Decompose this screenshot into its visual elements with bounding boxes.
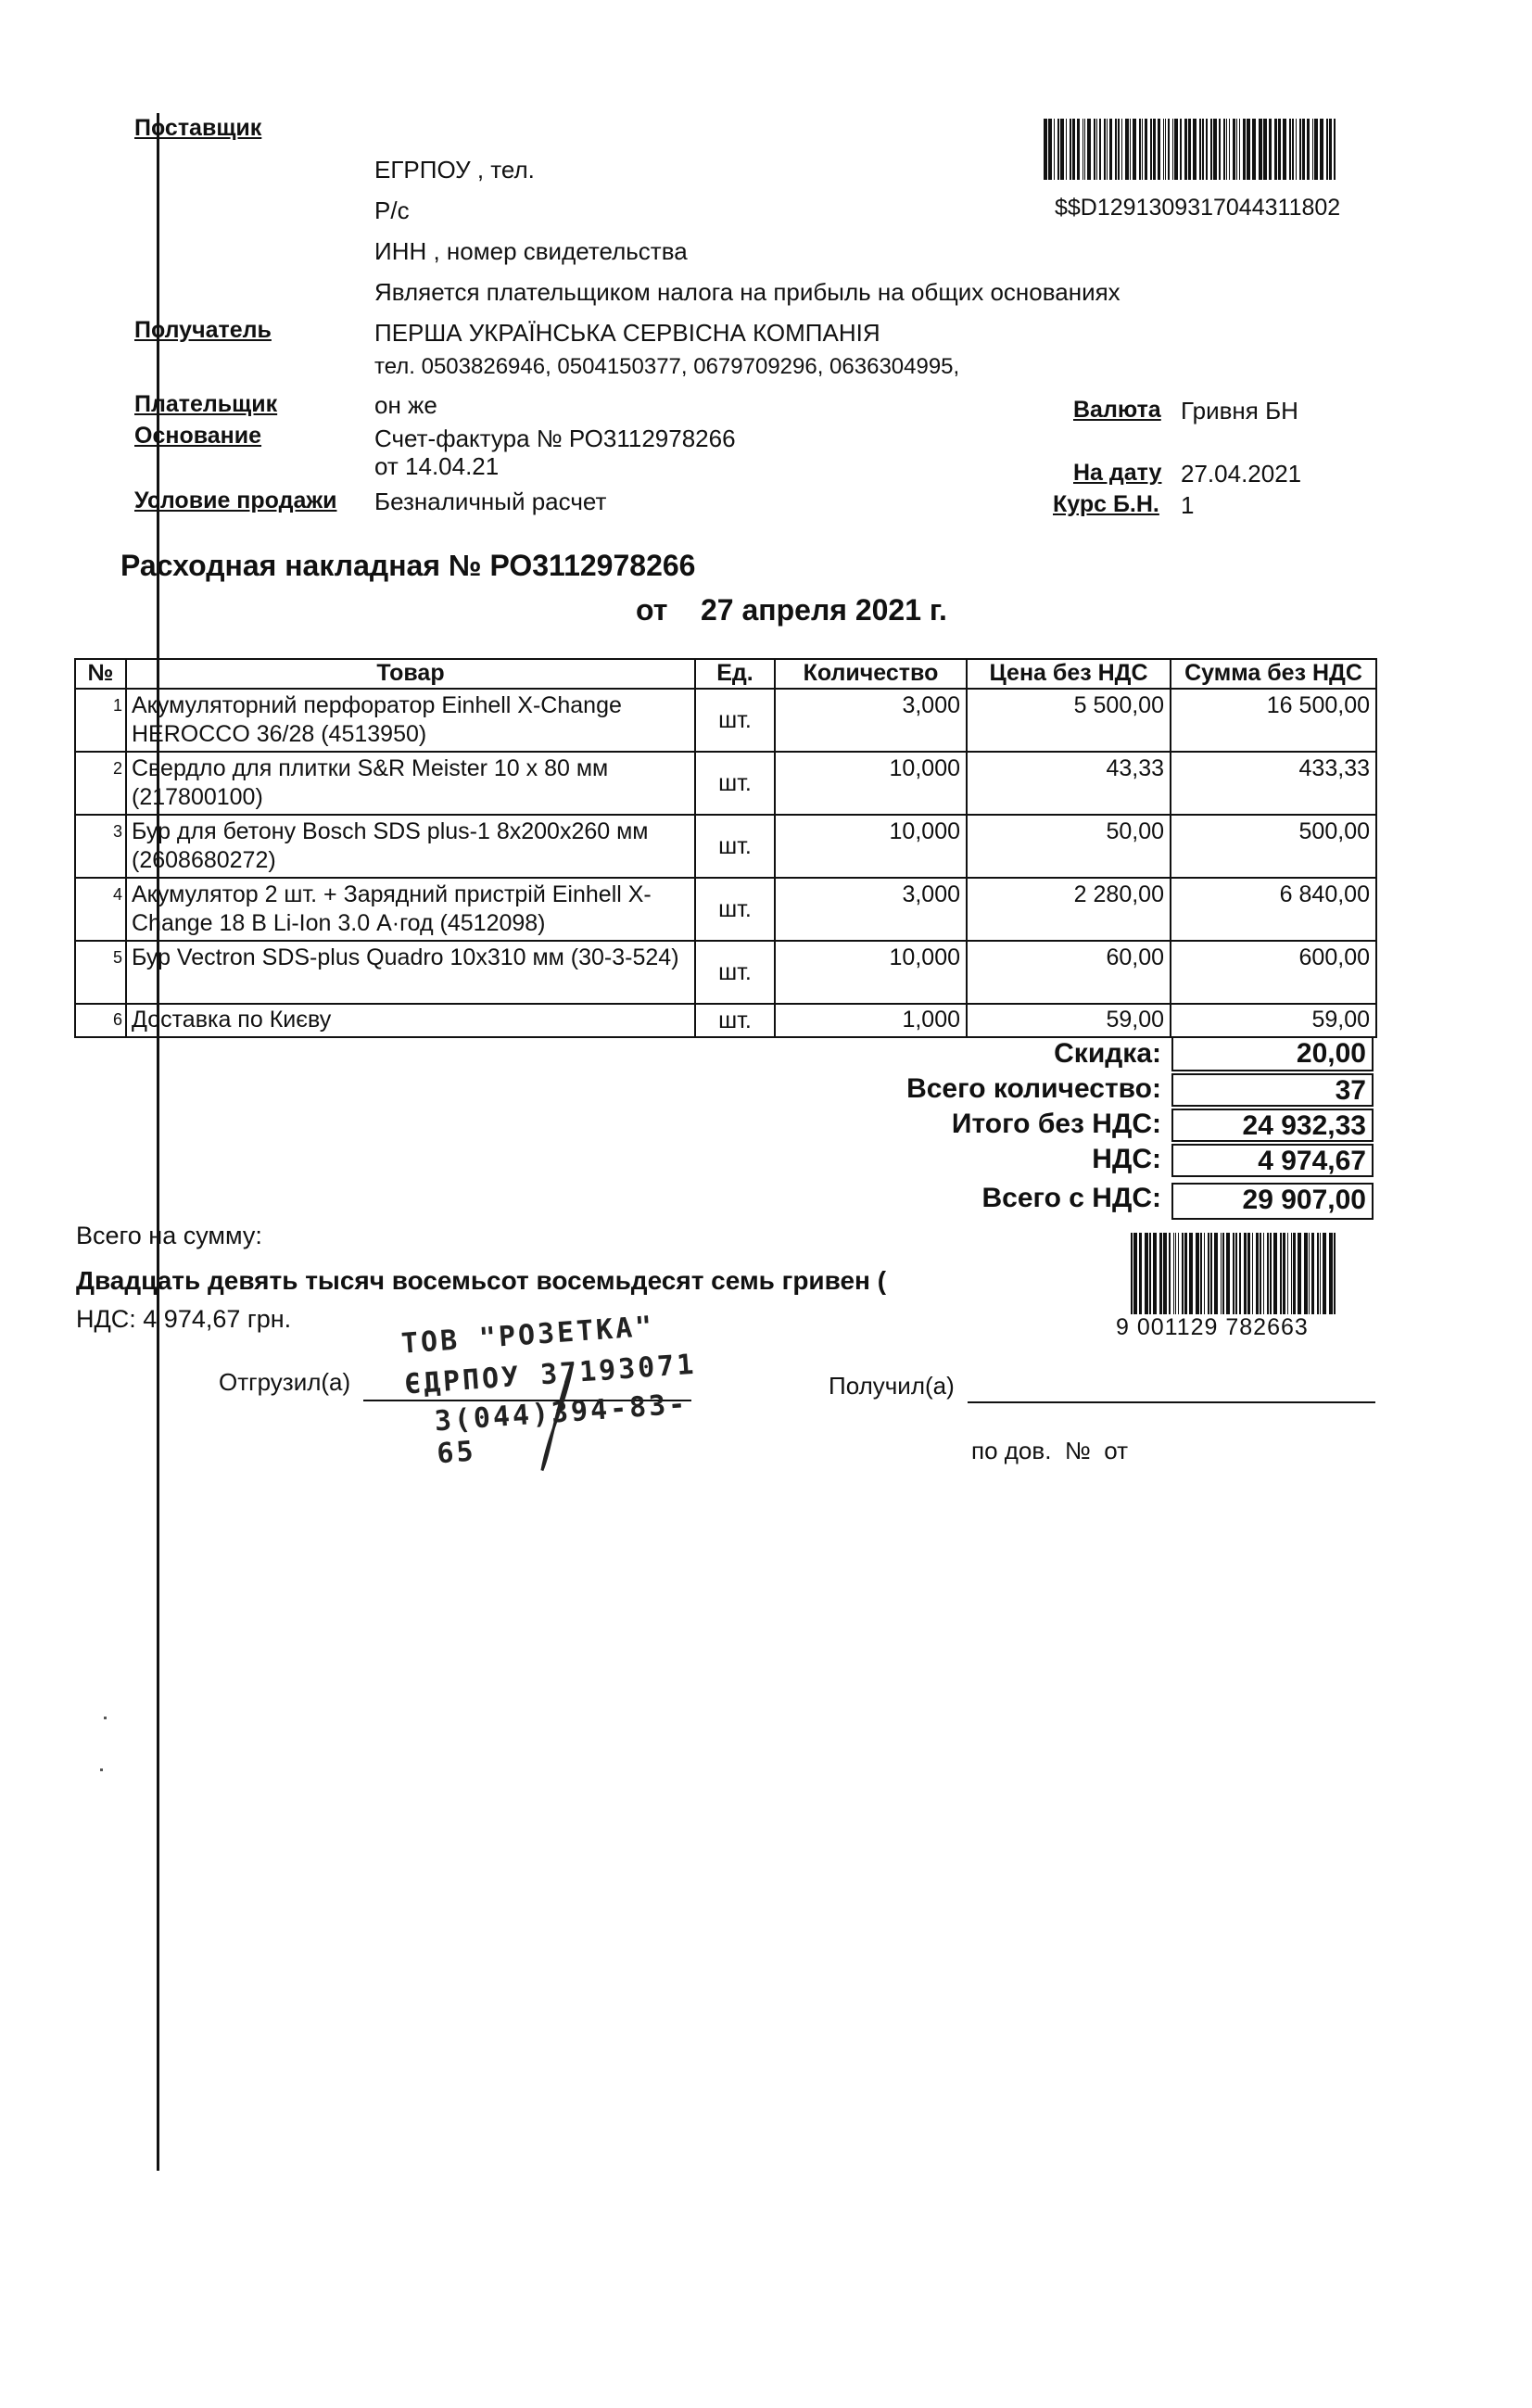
row-product: Свердло для плитки S&R Meister 10 х 80 мм (217800100) [126, 752, 695, 815]
barcode-bar [1269, 119, 1272, 180]
barcode-bar [1226, 119, 1227, 180]
barcode-bar [1189, 1233, 1193, 1314]
table-header-row [75, 659, 1376, 689]
supplier-edrpou: ЕГРПОУ , тел. [374, 156, 535, 184]
barcode-bar [1109, 119, 1112, 180]
rate-value: 1 [1181, 491, 1195, 519]
barcode-bar [1199, 119, 1201, 180]
barcode-bar [1320, 119, 1323, 180]
barcode-bar [1302, 119, 1305, 180]
header-sum: Сумма без НДС [1171, 659, 1376, 689]
barcode-bar [1252, 119, 1256, 180]
barcode-bar [1334, 1233, 1336, 1314]
scan-vertical-line [157, 113, 159, 2171]
barcode-bar [1094, 119, 1095, 180]
barcode-bar [1274, 119, 1277, 180]
supplier-account: Р/с [374, 196, 410, 224]
stamp-line-2: ЄДРПОУ 37193071 [402, 1348, 698, 1401]
barcode-bar [1221, 1233, 1222, 1314]
barcode-bar [1060, 119, 1064, 180]
barcode-bar [1263, 1233, 1264, 1314]
barcode-bar [1174, 119, 1178, 180]
barcode-bar [1223, 119, 1225, 180]
row-unit: шт. [695, 815, 775, 878]
barcode-bar [1087, 119, 1091, 180]
table-row [75, 815, 1376, 878]
barcode-bar [1133, 1233, 1137, 1314]
barcode-bar [1229, 119, 1230, 180]
supplier-tax-status: Является плательщиком налога на прибыль на общих основаниях [374, 278, 1121, 306]
signature-scribble [383, 1301, 710, 1508]
received-label: Получил(а) [829, 1372, 955, 1400]
barcode-bar [1077, 119, 1080, 180]
barcode-bar [1048, 119, 1052, 180]
total-qty-value: 37 [1171, 1073, 1374, 1107]
recipient-phones: тел. 0503826946, 0504150377, 0679709296, 0636304995, [374, 354, 960, 379]
barcode-bar [1159, 1233, 1162, 1314]
row-qty: 3,000 [775, 689, 967, 752]
barcode-bar [1172, 119, 1173, 180]
barcode-bar [1184, 119, 1187, 180]
barcode-bar [1168, 119, 1170, 180]
row-qty: 10,000 [775, 752, 967, 815]
vat-value: 4 974,67 [1171, 1144, 1374, 1177]
barcode-top [1044, 119, 1355, 180]
barcode-bar [1145, 119, 1147, 180]
barcode-bar [1293, 1233, 1296, 1314]
barcode-bar [1180, 119, 1182, 180]
barcode-bar [1307, 119, 1310, 180]
barcode-bar [1072, 119, 1075, 180]
barcode-bar [1210, 119, 1212, 180]
barcode-bar [1104, 119, 1106, 180]
barcode-bar [1188, 119, 1191, 180]
barcode-bar [1239, 1233, 1241, 1314]
basis-label: Основание [134, 423, 262, 449]
row-price: 60,00 [967, 941, 1171, 1004]
table-row [75, 1004, 1376, 1037]
barcode-bar [1149, 1233, 1151, 1314]
barcode-bar [1107, 119, 1108, 180]
recipient-name: ПЕРША УКРАЇНСЬКА СЕРВІСНА КОМПАНІЯ [374, 319, 880, 347]
table-row [75, 689, 1376, 752]
header-num: № [75, 659, 126, 689]
barcode-bar [1142, 119, 1143, 180]
barcode-bar [1099, 119, 1101, 180]
row-price: 43,33 [967, 752, 1171, 815]
barcode-bar [1329, 1233, 1333, 1314]
barcode-bar [1323, 1233, 1326, 1314]
barcode-bar [1219, 119, 1221, 180]
barcode-bar [1259, 119, 1262, 180]
barcode-bar [1125, 119, 1129, 180]
sale-condition-value: Безналичный расчет [374, 488, 607, 515]
barcode-bar [1115, 119, 1117, 180]
barcode-bar [1163, 119, 1164, 180]
barcode-bar [1292, 119, 1294, 180]
on-date-value: 27.04.2021 [1181, 460, 1302, 488]
row-sum: 16 500,00 [1171, 689, 1376, 752]
barcode-bar [1169, 1233, 1171, 1314]
discount-label: Скидка: [1054, 1038, 1161, 1069]
barcode-bar [1182, 1233, 1184, 1314]
barcode-bar [1314, 119, 1318, 180]
barcode-bar [1298, 1233, 1301, 1314]
row-qty: 10,000 [775, 815, 967, 878]
row-sum: 59,00 [1171, 1004, 1376, 1037]
currency-label: Валюта [1073, 397, 1161, 423]
barcode-bar [1267, 1233, 1269, 1314]
barcode-bar [1121, 119, 1122, 180]
row-unit: шт. [695, 1004, 775, 1037]
stamp-line-3: 3(044)394-83-65 [433, 1388, 690, 1471]
barcode-bar [1210, 1233, 1212, 1314]
barcode-bar [1165, 119, 1166, 180]
total-with-vat-value: 29 907,00 [1171, 1183, 1374, 1220]
barcode-bar [1173, 1233, 1174, 1314]
barcode-bar [1139, 1233, 1142, 1314]
barcode-bar [1096, 119, 1097, 180]
row-product: Доставка по Києву [126, 1004, 695, 1037]
barcode-bar [1070, 119, 1071, 180]
barcode-bar [1222, 1233, 1224, 1314]
row-product: Бур для бетону Bosch SDS plus-1 8x200x260 мм (2608680272) [126, 815, 695, 878]
row-num: 5 [75, 941, 126, 1004]
header-unit: Ед. [695, 659, 775, 689]
row-price: 5 500,00 [967, 689, 1171, 752]
total-no-vat-label: Итого без НДС: [951, 1109, 1161, 1139]
row-sum: 433,33 [1171, 752, 1376, 815]
row-price: 50,00 [967, 815, 1171, 878]
payer-value: он же [374, 391, 437, 419]
barcode-bar [1158, 119, 1160, 180]
barcode-bar [1296, 119, 1297, 180]
row-num: 6 [75, 1004, 126, 1037]
barcode-top-code: $$D1291309317044311802 [1055, 195, 1341, 221]
barcode-bar [1239, 119, 1240, 180]
barcode-bar [1044, 119, 1047, 180]
currency-value: Гривня БН [1181, 397, 1298, 425]
barcode-bar [1283, 1233, 1285, 1314]
barcode-bar [1304, 1233, 1308, 1314]
header-price: Цена без НДС [967, 659, 1171, 689]
barcode-bar [1289, 119, 1291, 180]
row-product: Акумуляторний перфоратор Einhell X-Change HEROCCO 36/28 (4513950) [126, 689, 695, 752]
barcode-bar [1260, 1233, 1261, 1314]
barcode-bar [1236, 119, 1237, 180]
barcode-bar [1226, 1233, 1230, 1314]
barcode-bar [1130, 119, 1131, 180]
barcode-bar [1244, 1233, 1247, 1314]
barcode-bottom-code: 9 001129 782663 [1116, 1314, 1309, 1340]
barcode-bar [1283, 119, 1286, 180]
payer-label: Плательщик [134, 391, 278, 417]
barcode-bar [1150, 119, 1152, 180]
barcode-bar [1326, 119, 1328, 180]
company-stamp [383, 1301, 710, 1508]
barcode-bar [1263, 119, 1267, 180]
vat-label: НДС: [1092, 1144, 1161, 1174]
row-sum: 6 840,00 [1171, 878, 1376, 941]
barcode-bar [1133, 119, 1136, 180]
barcode-bar [1196, 1233, 1199, 1314]
scan-dot [104, 1717, 107, 1719]
row-num: 3 [75, 815, 126, 878]
barcode-bar [1320, 1233, 1321, 1314]
barcode-bar [1175, 1233, 1176, 1314]
barcode-bar [1235, 1233, 1237, 1314]
barcode-bar [1299, 119, 1301, 180]
proxy-line: по дов. № от [971, 1437, 1129, 1464]
barcode-bar [1178, 1233, 1179, 1314]
sale-condition-label: Условие продажи [134, 488, 337, 513]
barcode-bar [1329, 119, 1332, 180]
amount-in-words: Двадцать девять тысяч восемьсот восемьдесят семь гривен ( [76, 1266, 887, 1295]
row-qty: 3,000 [775, 878, 967, 941]
row-product: Акумулятор 2 шт. + Зарядний пристрій Einhell X-Change 18 В Li-Ion 3.0 А·год (4512098) [126, 878, 695, 941]
barcode-bar [1153, 1233, 1157, 1314]
amount-label: Всего на сумму: [76, 1222, 262, 1249]
barcode-bar [1118, 119, 1120, 180]
barcode-bar [1278, 119, 1281, 180]
barcode-bar [1252, 1233, 1253, 1314]
barcode-bar [1054, 119, 1055, 180]
barcode-bar [1247, 1233, 1250, 1314]
barcode-bar [1270, 1233, 1272, 1314]
barcode-bar [1139, 119, 1141, 180]
on-date-label: На дату [1073, 460, 1162, 486]
barcode-bar [1202, 119, 1204, 180]
barcode-bar [1213, 119, 1217, 180]
row-unit: шт. [695, 689, 775, 752]
row-unit: шт. [695, 878, 775, 941]
row-num: 4 [75, 878, 126, 941]
table-row [75, 752, 1376, 815]
stamp-line-1: ТОВ "РОЗЕТКА" [399, 1310, 656, 1361]
barcode-bar [1247, 119, 1250, 180]
barcode-bar [1163, 1233, 1167, 1314]
barcode-bar [1145, 1233, 1148, 1314]
row-num: 2 [75, 752, 126, 815]
barcode-bar [1208, 1233, 1209, 1314]
document-date: от 27 апреля 2021 г. [636, 593, 947, 627]
discount-value: 20,00 [1171, 1038, 1374, 1071]
barcode-bar [1131, 1233, 1133, 1314]
basis-date: от 14.04.21 [374, 452, 500, 480]
items-table [74, 658, 1377, 1038]
header-product: Товар [126, 659, 695, 689]
table-row [75, 941, 1376, 1004]
barcode-bar [1084, 119, 1085, 180]
row-price: 2 280,00 [967, 878, 1171, 941]
row-product: Бур Vectron SDS-plus Quadro 10x310 мм (30-3-524) [126, 941, 695, 1004]
total-qty-label: Всего количество: [906, 1073, 1161, 1104]
barcode-bar [1200, 1233, 1202, 1314]
barcode-bar [1280, 1233, 1282, 1314]
supplier-label: Поставщик [134, 115, 262, 141]
table-row [75, 878, 1376, 941]
basis-invoice: Счет-фактура № РО3112978266 [374, 425, 736, 452]
barcode-bar [1066, 119, 1067, 180]
barcode-bar [1273, 1233, 1277, 1314]
barcode-bar [1184, 1233, 1187, 1314]
barcode-bar [1204, 1233, 1205, 1314]
barcode-bar [1193, 119, 1196, 180]
barcode-bar [1312, 119, 1313, 180]
barcode-bar [1057, 119, 1059, 180]
shipped-label: Отгрузил(а) [219, 1368, 351, 1396]
row-num: 1 [75, 689, 126, 752]
row-price: 59,00 [967, 1004, 1171, 1037]
header-qty: Количество [775, 659, 967, 689]
barcode-bar [1317, 1233, 1319, 1314]
row-unit: шт. [695, 752, 775, 815]
barcode-bar [1233, 119, 1235, 180]
document-title: Расходная накладная № РО3112978266 [120, 549, 696, 582]
row-unit: шт. [695, 941, 775, 1004]
barcode-bar [1214, 1233, 1218, 1314]
barcode-bar [1256, 1233, 1259, 1314]
row-qty: 1,000 [775, 1004, 967, 1037]
barcode-bar [1243, 119, 1246, 180]
barcode-bar [1291, 1233, 1292, 1314]
barcode-bar [1206, 119, 1208, 180]
recipient-label: Получатель [134, 317, 272, 343]
row-qty: 10,000 [775, 941, 967, 1004]
barcode-bottom [1131, 1233, 1348, 1314]
total-no-vat-value: 24 932,33 [1171, 1109, 1374, 1142]
amount-vat-line: НДС: 4 974,67 грн. [76, 1305, 292, 1333]
barcode-bar [1153, 119, 1156, 180]
barcode-bar [1287, 1233, 1288, 1314]
received-signature-line [968, 1401, 1375, 1403]
scan-dot [100, 1768, 103, 1771]
barcode-bar [1334, 119, 1336, 180]
barcode-bar [1309, 1233, 1310, 1314]
rate-label: Курс Б.Н. [1053, 491, 1159, 517]
row-sum: 600,00 [1171, 941, 1376, 1004]
total-with-vat-label: Всего с НДС: [981, 1183, 1161, 1213]
barcode-bar [1233, 1233, 1234, 1314]
row-sum: 500,00 [1171, 815, 1376, 878]
barcode-bar [1311, 1233, 1314, 1314]
supplier-inn: ИНН , номер свидетельства [374, 237, 688, 265]
